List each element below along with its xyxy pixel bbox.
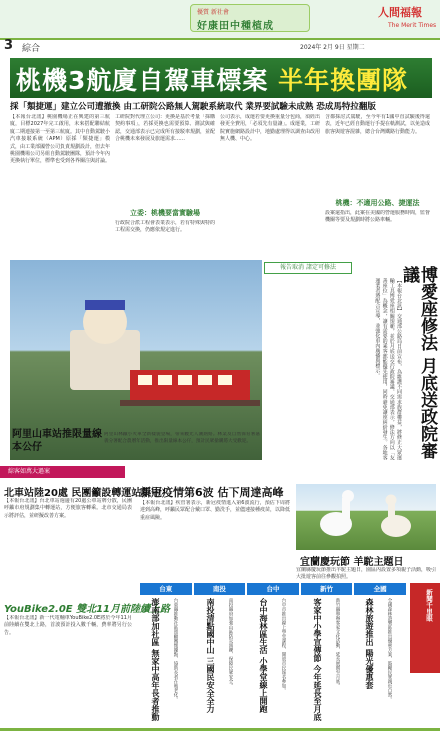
lower-left-headline-1: 北車站陸20處 民團籲設轉運站集中 <box>4 488 162 499</box>
city-item-headline: 客家中小學宣傳節 今年延長至月底 <box>313 598 322 721</box>
main-headline-part2: 半年換團隊 <box>278 66 409 95</box>
vertical-headline: 博愛座修法 月底送政院審議 <box>399 266 437 459</box>
header-banner <box>190 4 310 32</box>
banner-top-text: 優質 新社會 <box>197 9 229 16</box>
lower-right-headline: 宜蘭慶玩節 羊駝主題日 <box>300 557 404 568</box>
feature-body: 【本報台北訊】交通部公路局日前宣布，為維護不同需求族群權益，將修正大眾運輸工具博愛座相關規範，並於月底送交行政院審議。交通部表示，修法方向以「友善座位」為概念，讓有需要的乘客都能優先使用，同時避免讓座糾紛發生。各地客運業者將配合宣導，並強化車內廣播與標示。 <box>374 278 402 460</box>
main-headline <box>16 61 408 97</box>
lower-right-body: 宜蘭縣慶玩節推出羊駝主題日，園區內設置多項親子活動，吸引大批遊客前往參觀拍照。 <box>296 567 436 581</box>
city-label-national: 全國 <box>354 583 406 595</box>
section-label: 綜合 <box>22 44 41 54</box>
alpaca-illustration <box>296 484 436 550</box>
lower-mid-body: 【本報台北訊】疾管署表示，新冠疫情進入第6波流行，預估下周將達到高峰，呼籲民眾配合戴口罩、勤洗手，並儘速接種疫苗，以降低重症風險。 <box>140 500 290 521</box>
city-label-taichung: 台中 <box>247 583 299 595</box>
newspaper-logo: 人間福報 <box>378 6 422 19</box>
lower-left-headline-2: YouBike2.0E 雙北11月前陸續上路 <box>4 604 171 615</box>
lower-mid-headline: 新冠疫情第6波 估下周達高峰 <box>140 486 284 499</box>
city-item-body: 南投縣府加強山區防災演練，保障民眾安全。 <box>228 598 233 688</box>
city-item-headline: 澎南部加社區 無家中高年長者推動 <box>151 598 160 721</box>
lead-col-1: 【本報台北訊】桃園機場正在興建的第三航廈，目標2027年完工啟用，未來搭配聯結航廈二期連接第一至第三航廈。其中自動駕駛小汽車接駁系統（APM）原採「類捷運」模式，由工業部國營公司負責規劃設計，但去年桃園機場公司另組自動駕駛團隊，預計今年內更換執行單位，標準也受到各界關注與討論。 <box>10 114 110 165</box>
page-number: 3 <box>4 38 14 53</box>
alpaca-photo <box>296 484 436 550</box>
city-item-headline: 森林旅遊推出 陽光優惠套 <box>365 598 374 689</box>
subheadline: 採「類捷運」建立公司遭撤換 由工研院公路無人駕駛系統取代 業界要試驗未成熟 恐成馬特拉翻版 <box>10 102 376 112</box>
city-strip <box>140 583 408 595</box>
city-item-headline: 南投清點國中山 三國民安全全力 <box>206 598 215 713</box>
newspaper-logo-sub: The Merit Times <box>388 22 437 29</box>
side-tab: 新聞千里眼 <box>410 583 440 673</box>
dateline: 2024年 2月 9日 星期二 <box>300 44 365 51</box>
lower-left-body-2: 【本報台北訊】新一代電輔車YouBike2.0E將於今年11月前陸續在雙北上路，首波預計投入數千輛，費率將另行公告。 <box>4 615 132 636</box>
lead-subtitle-1: 立委：桃機要當實驗場 <box>130 209 200 217</box>
lead-col-5: 行政院合派工程會表業表示，若有特殊與特的工程需交換，仍應依規定進行。 <box>115 220 215 234</box>
photo-caption-headline <box>12 428 102 454</box>
city-item-body: 台中市推出線上學堂課程，開放市民報名參加。 <box>281 598 286 693</box>
masthead <box>0 0 440 40</box>
city-item-headline: 台中海林區生活 小學堂線上開跑 <box>259 598 268 713</box>
lower-left-banner: 綜客如萬大過案 <box>0 466 125 478</box>
city-item-body: 新竹縣舉辦客家文化活動，延長展期至月底。 <box>335 598 340 688</box>
photo-caption-text: 阿里山車站推限量線本公仔 <box>12 429 102 453</box>
city-item-body: 全國森林遊樂區推出優惠方案，鼓勵民眾親近自然。 <box>387 598 392 702</box>
feature-tag: 報告取消 諸定可修法 <box>264 262 352 274</box>
lead-col-3: 公司表示，成運若要更換重量分包商，須經出發更全費用，「必須先有量讓」。成運業，工研院實施網路設計中，地勤處理得以調查由改用無人機、中心。 <box>220 114 320 143</box>
lead-subtitle-2: 桃機：不適用公路、捷運法 <box>335 199 420 207</box>
city-label-nantou: 南投 <box>194 583 246 595</box>
lead-col-4: 含都採討式駕駛，至今年有1國中直試驗後得還表，近年已經自動運行手提在軌測試，以免造成旅客與遊客混雜，總合台灣鐵路行動能力。 <box>325 114 430 135</box>
lower-left-body-1: 【本報台北訊】台北車站週邊有20處公車站牌分散，民團呼籲市府規劃集中轉運站，方便旅客轉乘。北市交通局表示將評估，並研擬改善方案。 <box>4 498 132 519</box>
city-label-hsinchu: 新竹 <box>301 583 353 595</box>
headline-banner <box>10 58 432 98</box>
banner-main-text: 好康田中種植成 <box>197 21 274 32</box>
lead-col-7: 設案還指出，此案在美國的營運服務時間，監督機關等要及規劃時將公路車輛。 <box>325 210 430 224</box>
city-label-taitung: 台東 <box>140 583 192 595</box>
footer-rule <box>0 728 440 731</box>
city-item-body: 台東縣推動社區照顧關懷據點，協助長者在地老化。 <box>173 598 178 702</box>
lead-col-2: 工研院對代理立公司：更換是基於考量「採購契約事項」，若採更換也需要預算、測試與確認，交通部表示已完成所有接駁車規劃，並配合桃機未來發展及旅運需求…… <box>115 114 215 143</box>
photo-small-caption: 阿里山林鐵小火車全新樣貌登場，帶來觀光人潮熱絡。林業及自然保育署嘉義分署配合農曆年活動，推出限量線本公仔，預計民眾搶購將大受歡迎。 <box>104 432 260 444</box>
main-headline-part1: 桃機3航廈自駕車標案 <box>16 66 269 95</box>
